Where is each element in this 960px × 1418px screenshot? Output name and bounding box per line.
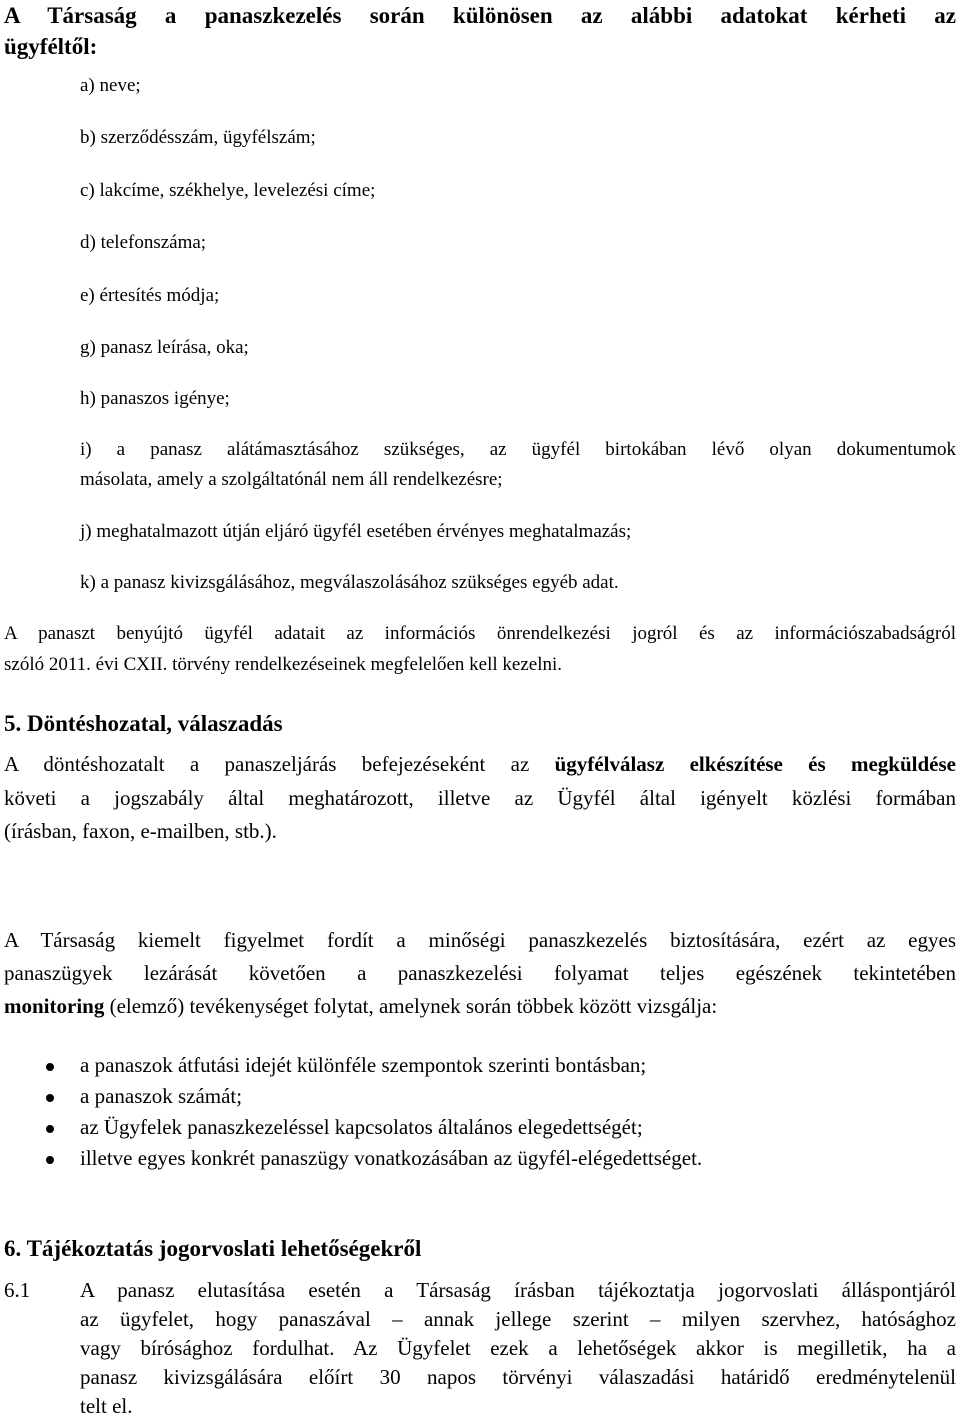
intro-line-2: ügyféltől: [4,34,98,59]
list-item-continuation: másolata, amely a szolgáltatónál nem áll rendelkezésre; [80,469,503,490]
section-6-1-number: 6.1 [4,1278,31,1302]
section-5-line-3: (írásban, faxon, e-mailben, stb.). [4,819,277,843]
bullet-item: illetve egyes konkrét panaszügy vonatkozásában az ügyfél-elégedettséget. [80,1146,703,1170]
monitoring-line-3 [4,996,717,1017]
bullet-item: az Ügyfelek panaszkezeléssel kapcsolatos általános elegedettségét; [80,1115,643,1139]
monitoring-term: monitoring [4,994,105,1018]
list-item: j) meghatalmazott útján eljáró ügyfél esetében érvényes meghatalmazás; [80,521,632,542]
list-item: b) szerződésszám, ügyfélszám; [80,127,316,148]
monitoring-line-2: panaszügyek lezárását követően a panaszkezelési folyamat teljes egészének tekintetében [4,961,956,985]
bullet-item: a panaszok átfutási idejét különféle szempontok szerinti bontásban; [80,1053,647,1077]
bullet-icon [46,1094,54,1102]
privacy-line-1: A panaszt benyújtó ügyfél adatait az információs önrendelkezési jogról és az információszabadságról [4,623,956,644]
section-6-1-line-1: A panasz elutasítása esetén a Társaság írásban tájékoztatja jogorvoslati álláspontjáról [80,1278,956,1302]
list-item: i) a panasz alátámasztásához szükséges, az ügyfél birtokában lévő olyan dokumentumok [80,439,956,460]
list-item: e) értesítés módja; [80,285,220,306]
section-5-line-1-emphasis: ügyfélválasz elkészítése és megküldése [554,752,956,776]
section-6-1-line-2: az ügyfelet, hogy panaszával – annak jellege szerint – milyen szervhez, hatósághoz [80,1307,956,1331]
list-item: g) panasz leírása, oka; [80,337,249,358]
list-item: d) telefonszáma; [80,232,207,253]
list-item: a) neve; [80,75,141,96]
section-6-1-line-5: telt el. [80,1394,133,1418]
section-5-heading: 5. Döntéshozatal, válaszadás [4,711,283,736]
section-6-1-line-4: panasz kivizsgálására előírt 30 napos törvényi válaszadási határidő eredménytelenül [80,1365,956,1389]
bullet-icon [46,1125,54,1133]
section-6-heading: 6. Tájékoztatás jogorvoslati lehetőségekről [4,1236,422,1261]
section-6-1-line-3: vagy bírósághoz fordulhat. Az Ügyfelet ezek a lehetőségek akkor is megilletik, ha a [80,1336,956,1360]
intro-line-1: A Társaság a panaszkezelés során különösen az alábbi adatokat kérheti az [4,3,956,28]
list-item: h) panaszos igénye; [80,388,230,409]
section-5-line-1-text: A döntéshozatalt a panaszeljárás befejezéseként az [4,752,555,776]
bullet-icon [46,1156,54,1164]
monitoring-line-1: A Társaság kiemelt figyelmet fordít a minőségi panaszkezelés biztosítására, ezért az egyes [4,928,956,952]
monitoring-line-3-text: (elemző) tevékenységet folytat, amelynek során többek között vizsgálja: [104,994,718,1018]
bullet-item: a panaszok számát; [80,1084,243,1108]
section-5-line-2: követi a jogszabály által meghatározott, illetve az Ügyfél által igényelt közlési formában [4,786,956,810]
list-item: k) a panasz kivizsgálásához, megválaszolásához szükséges egyéb adat. [80,572,619,593]
list-item: c) lakcíme, székhelye, levelezési címe; [80,180,376,201]
privacy-line-2: szóló 2011. évi CXII. törvény rendelkezéseinek megfelelően kell kezelni. [4,654,563,675]
section-5-line-1 [4,754,956,775]
bullet-icon [46,1063,54,1071]
